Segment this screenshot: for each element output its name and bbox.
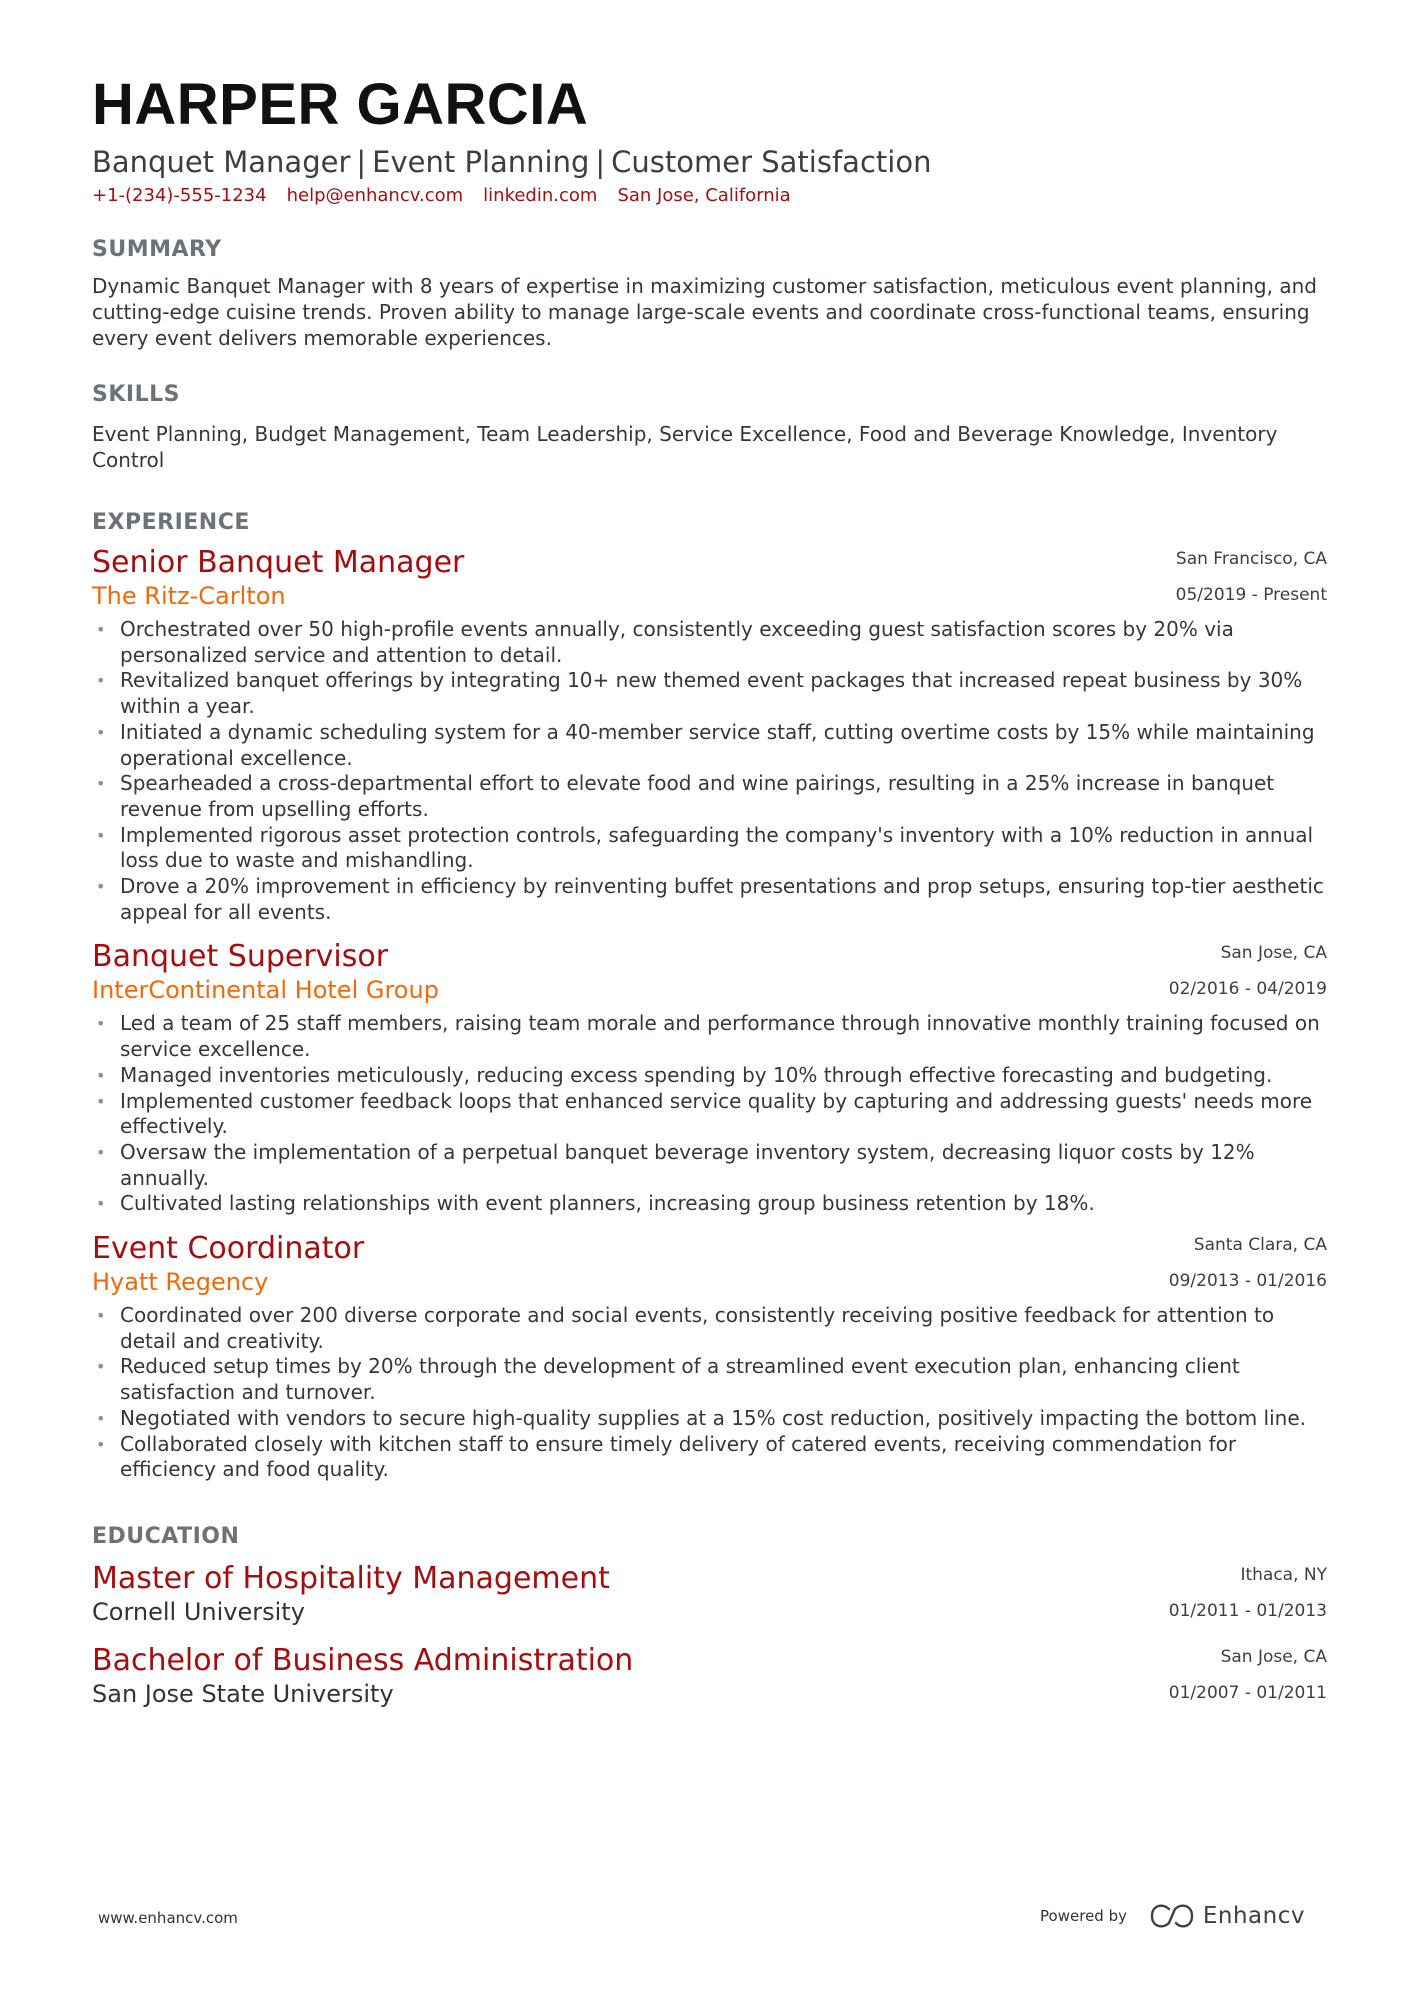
achievement-list bbox=[92, 1011, 1327, 1217]
achievement-item: • Led a team of 25 staff members, raising team morale and performance through innovative monthly training focused on service excellence. bbox=[96, 1011, 1320, 1062]
achievement-item: • Managed inventories meticulously, reducing excess spending by 10% through effective forecasting and budgeting. bbox=[96, 1062, 1273, 1087]
school-location: San Jose, CA bbox=[1220, 1646, 1327, 1667]
achievement-item: • Drove a 20% improvement in efficiency by reinventing buffet presentations and prop setups, ensuring top-tier aesthetic appeal for all events. bbox=[96, 874, 1324, 924]
job-title: Banquet Supervisor bbox=[92, 939, 389, 975]
bullet-icon: • bbox=[96, 1194, 106, 1214]
achievement-item: • Implemented rigorous asset protection controls, safeguarding the company's inventory with a 10% reduction in annual loss due to waste and mishandling. bbox=[96, 822, 1314, 873]
job-dates: 05/2019 - Present bbox=[1175, 585, 1327, 605]
job-title: Senior Banquet Manager bbox=[92, 545, 465, 580]
bullet-icon: • bbox=[96, 825, 106, 845]
bullet-icon: • bbox=[96, 1408, 106, 1428]
enhancv-logo[interactable] bbox=[1149, 1903, 1305, 1929]
achievement-item: • Oversaw the implementation of a perpetual banquet beverage inventory system, decreasing liquor costs by 12% annually. bbox=[96, 1139, 1255, 1190]
contact-email[interactable]: help@enhancv.com bbox=[286, 185, 464, 206]
achievement-item: • Spearheaded a cross-departmental effort to elevate food and wine pairings, resulting in a 25% increase in banquet revenue from upselling efforts. bbox=[96, 771, 1275, 821]
bullet-icon: • bbox=[96, 774, 106, 794]
achievement-list bbox=[92, 1303, 1327, 1483]
school-location: Ithaca, NY bbox=[1240, 1564, 1327, 1585]
section-title: SKILLS bbox=[92, 382, 180, 407]
contact-bar bbox=[92, 184, 1327, 208]
page-footer bbox=[98, 1903, 1305, 1933]
job-location: San Francisco, CA bbox=[1175, 549, 1327, 569]
company-name: InterContinental Hotel Group bbox=[92, 976, 439, 1005]
contact-linkedin[interactable]: linkedin.com bbox=[483, 185, 598, 206]
experience-entry bbox=[92, 545, 1327, 925]
bullet-icon: • bbox=[96, 1142, 106, 1162]
job-title: Event Coordinator bbox=[92, 1231, 365, 1267]
section-title: SUMMARY bbox=[92, 237, 222, 262]
bullet-icon: • bbox=[96, 1091, 106, 1111]
contact-location: San Jose, California bbox=[617, 185, 791, 206]
achievement-item: • Cultivated lasting relationships with event planners, increasing group business retention by 18%. bbox=[96, 1191, 1095, 1216]
job-dates: 02/2016 - 04/2019 bbox=[1168, 979, 1327, 1000]
degree-title: Bachelor of Business Administration bbox=[92, 1642, 634, 1678]
tagline-separator: | bbox=[595, 145, 606, 179]
school-name: Cornell University bbox=[92, 1597, 305, 1626]
summary-text: Dynamic Banquet Manager with 8 years of expertise in maximizing customer satisfaction, meticulous event planning, and cutting-edge cuisine trends. Proven ability to manage large-scale events and coordinate cross-functional teams, ensuring every event delivers memorable experiences. bbox=[92, 274, 1317, 350]
bullet-icon: • bbox=[96, 1434, 106, 1454]
job-location: Santa Clara, CA bbox=[1193, 1235, 1327, 1256]
bullet-icon: • bbox=[96, 620, 106, 639]
achievement-item: • Collaborated closely with kitchen staff to ensure timely delivery of catered events, receiving commendation for efficiency and food quality. bbox=[96, 1431, 1237, 1482]
tagline-separator: | bbox=[356, 145, 367, 179]
experience-section bbox=[92, 509, 1327, 1483]
candidate-name: HARPER GARCIA bbox=[92, 72, 589, 137]
experience-entry bbox=[92, 939, 1327, 1217]
summary-section bbox=[92, 236, 1327, 351]
achievement-item: • Initiated a dynamic scheduling system for a 40-member service staff, cutting overtime costs by 15% while maintaining operational excellence. bbox=[96, 719, 1315, 770]
achievement-item: • Implemented customer feedback loops that enhanced service quality by capturing and addressing guests' needs more effectively. bbox=[96, 1088, 1313, 1139]
skills-section bbox=[92, 381, 1327, 473]
bullet-icon: • bbox=[96, 1014, 106, 1034]
education-section bbox=[92, 1523, 1327, 1709]
tagline-item: Customer Satisfaction bbox=[611, 145, 932, 179]
achievement-item: • Coordinated over 200 diverse corporate and social events, consistently receiving positive feedback for attention to detail and creativity. bbox=[96, 1303, 1275, 1353]
bullet-icon: • bbox=[96, 671, 106, 691]
achievement-item: • Reduced setup times by 20% through the development of a streamlined event execution plan, enhancing client satisfaction and turnover. bbox=[96, 1354, 1240, 1405]
footer-url[interactable]: www.enhancv.com bbox=[98, 1909, 238, 1927]
section-title: EXPERIENCE bbox=[92, 510, 250, 535]
achievement-item: • Orchestrated over 50 high-profile events annually, consistently exceeding guest satisfaction scores by 20% via personalized service and attention to detail. bbox=[96, 617, 1234, 667]
section-title: EDUCATION bbox=[92, 1523, 240, 1549]
skills-text: Event Planning, Budget Management, Team Leadership, Service Excellence, Food and Beverage Knowledge, Inventory Control bbox=[92, 422, 1278, 472]
tagline bbox=[92, 144, 1327, 180]
education-dates: 01/2007 - 01/2011 bbox=[1168, 1682, 1327, 1703]
education-entry bbox=[92, 1643, 1327, 1709]
job-location: San Jose, CA bbox=[1220, 943, 1327, 964]
bullet-icon: • bbox=[96, 1306, 106, 1326]
school-name: San Jose State University bbox=[92, 1679, 394, 1708]
job-dates: 09/2013 - 01/2016 bbox=[1168, 1271, 1327, 1292]
resume-header bbox=[92, 72, 1327, 208]
experience-entry bbox=[92, 1231, 1327, 1483]
company-name: Hyatt Regency bbox=[92, 1268, 269, 1297]
bullet-icon: • bbox=[96, 1065, 106, 1085]
powered-by-label: Powered by bbox=[1040, 1907, 1127, 1925]
degree-title: Master of Hospitality Management bbox=[92, 1560, 610, 1596]
tagline-item: Banquet Manager bbox=[92, 145, 351, 179]
contact-phone[interactable]: +1-(234)-555-1234 bbox=[92, 185, 267, 206]
brand-name: Enhancv bbox=[1202, 1903, 1305, 1929]
bullet-icon: • bbox=[96, 722, 106, 742]
tagline-item: Event Planning bbox=[372, 145, 590, 179]
enhancv-logo-icon bbox=[1149, 1903, 1195, 1929]
achievement-list bbox=[92, 617, 1327, 925]
bullet-icon: • bbox=[96, 877, 106, 897]
resume-page bbox=[92, 72, 1327, 1709]
education-entry bbox=[92, 1561, 1327, 1627]
achievement-item: • Negotiated with vendors to secure high-quality supplies at a 15% cost reduction, positively impacting the bottom line. bbox=[96, 1405, 1306, 1430]
achievement-item: • Revitalized banquet offerings by integrating 10+ new themed event packages that increased repeat business by 30% within a year. bbox=[96, 668, 1303, 719]
bullet-icon: • bbox=[96, 1357, 106, 1377]
company-name: The Ritz-Carlton bbox=[92, 582, 286, 610]
education-dates: 01/2011 - 01/2013 bbox=[1168, 1600, 1327, 1621]
